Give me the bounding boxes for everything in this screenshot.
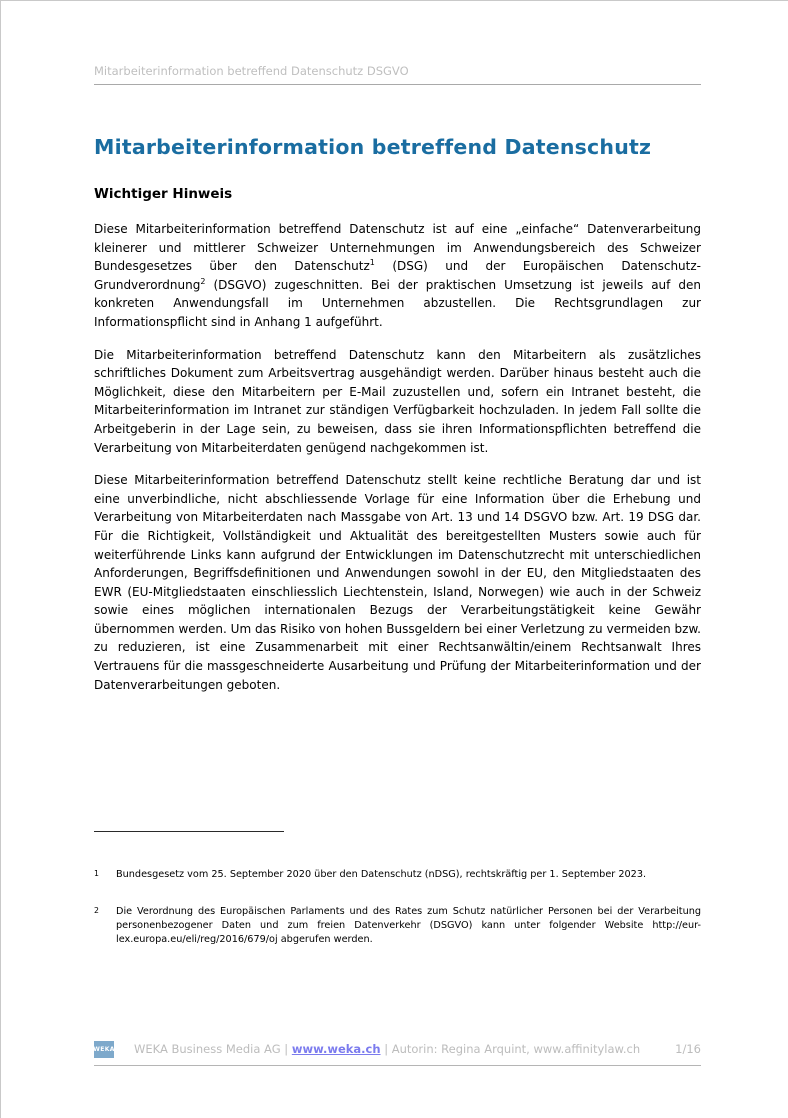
footer-text xyxy=(134,1041,663,1058)
footnote-1 xyxy=(94,868,701,882)
footnote-1-marker: 1 xyxy=(94,869,99,878)
footnote-section xyxy=(94,831,701,970)
footer-row xyxy=(94,1041,701,1066)
page-footer xyxy=(94,1041,701,1066)
weka-logo: WEKA xyxy=(94,1041,114,1058)
paragraph-1-text: Diese Mitarbeiterinformation betreffend Datenschutz ist auf eine „einfache“ Datenverarbeitung kleinerer und mittlerer Schweizer Unternehmungen im Anwendungsbereich des Schweizer Bundesgesetzes über den Datenschutz xyxy=(94,222,701,274)
footnote-ref-2: 2 xyxy=(200,276,206,286)
running-header xyxy=(94,64,701,85)
footnote-2 xyxy=(94,905,701,947)
footer-company: WEKA Business Media AG xyxy=(134,1042,281,1056)
paragraph-1-text: (DSG) und der Europäischen Datenschutz-Grundverordnung xyxy=(94,259,701,292)
footnote-2-text: Die Verordnung des Europäischen Parlaments und des Rates zum Schutz natürlicher Personen bei der Verarbeitung personenbezogener Daten und zum freien Datenverkehr (DSGVO) kann unter folgender Website http://eur-lex.europa.eu/eli/reg/2016/679/oj abgerufen werden. xyxy=(116,906,701,945)
footer-separator: | xyxy=(284,1042,289,1056)
footnote-ref-1: 1 xyxy=(369,258,375,268)
footer-separator: | xyxy=(384,1042,389,1056)
main-content xyxy=(94,133,701,708)
page-number: 1/16 xyxy=(675,1042,701,1056)
running-header-text: Mitarbeiterinformation betreffend Datenschutz DSGVO xyxy=(94,64,701,85)
footnote-2-marker: 2 xyxy=(94,906,99,915)
footer-author: Autorin: Regina Arquint, www.affinitylaw.ch xyxy=(391,1042,641,1056)
paragraph-1 xyxy=(94,220,701,332)
section-heading: Wichtiger Hinweis xyxy=(94,186,233,202)
page-title: Mitarbeiterinformation betreffend Datenschutz xyxy=(94,135,652,159)
footer-weka-link[interactable]: www.weka.ch xyxy=(291,1042,381,1056)
paragraph-3: Diese Mitarbeiterinformation betreffend Datenschutz stellt keine rechtliche Beratung dar und ist eine unverbindliche, nicht abschliessende Vorlage für eine Information über die Erhebung und Verarbeitung von Mitarbeiterdaten nach Massgabe von Art. 13 und 14 DSGVO bzw. Art. 19 DSG dar. Für die Richtigkeit, Vollständigkeit und Aktualität des bereitgestellten Musters sowie auch für weiterführende Links kann aufgrund der Entwicklungen im Datenschutzrecht mit unterschiedlichen Anforderungen, Begriffsdefinitionen und Anwendungen sowohl in der EU, den Mitgliedstaaten des EWR (EU-Mitgliedstaaten einschliesslich Liechtenstein, Island, Norwegen) wie auch in der Schweiz sowie eines möglichen internationalen Bezugs der Verarbeitungstätigkeit keine Gewähr übernommen werden. Um das Risiko von hohen Bussgeldern bei einer Verletzung zu vermeiden bzw. zu reduzieren, ist eine Zusammenarbeit mit einer Rechtsanwältin/einem Rechtsanwalt Ihres Vertrauens für die massgeschneiderte Ausarbeitung und Prüfung der Mitarbeiterinformation und der Datenverarbeitungen geboten. xyxy=(94,473,701,692)
paragraph-2: Die Mitarbeiterinformation betreffend Datenschutz kann den Mitarbeitern als zusätzliches schriftliches Dokument zum Arbeitsvertrag ausgehändigt werden. Darüber hinaus besteht auch die Möglichkeit, diese den Mitarbeitern per E-Mail zuzustellen und, sofern ein Intranet besteht, die Mitarbeiterinformation im Intranet zur ständigen Verfügbarkeit hochzuladen. In jedem Fall sollte die Arbeitgeberin in der Lage sein, zu beweisen, dass sie ihren Informationspflichten betreffend die Verarbeitung von Mitarbeiterdaten genügend nachgekommen ist. xyxy=(94,347,701,455)
footnote-separator xyxy=(94,831,284,832)
paragraph-1-text: (DSGVO) zugeschnitten. Bei der praktischen Umsetzung ist jeweils auf den konkreten Anwendungsfall im Unternehmen abzustellen. Die Rechtsgrundlagen zur Informationspflicht sind in Anhang 1 aufgeführt. xyxy=(94,277,701,329)
footnote-1-text: Bundesgesetz vom 25. September 2020 über den Datenschutz (nDSG), rechtskräftig per 1. September 2023. xyxy=(116,869,647,880)
